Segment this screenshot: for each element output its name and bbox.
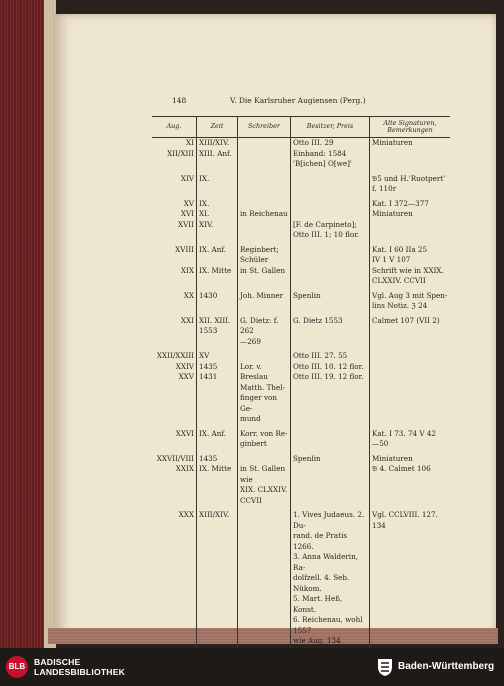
- blb-logo[interactable]: BLB: [6, 656, 28, 678]
- cell-schreiber: [238, 138, 291, 174]
- manuscript-table: [152, 116, 450, 648]
- cell-besitzer: Otto III. 27. 55 Otto III. 10. 12 flor. Otto III. 19. 12 flor.: [291, 351, 370, 429]
- blb-name-line2: LANDESBIBLIOTHEK: [34, 667, 126, 677]
- cell-zeit: 1435 IX. Mitte: [197, 454, 238, 511]
- cell-aug: XXVII/VIII XXIX: [152, 454, 197, 511]
- cell-besitzer: Otto III. 29 Einband: 1584 'B[ichen] O[we]': [291, 138, 370, 174]
- cell-signaturen: Kat. I 60 IIa 25 IV 1 V 107 Schrift wie in XXIX. CLXXIV. CCVII: [372, 244, 444, 285]
- cell-zeit: IX. Anf. IX. Mitte: [197, 245, 238, 291]
- cell-signaturen: Kat. I 73. 74 V 42 —50: [372, 428, 437, 448]
- cell-aug: XXVI: [152, 429, 197, 454]
- bw-name[interactable]: Baden-Württemberg: [398, 661, 495, 672]
- header-aug: Aug.: [152, 117, 197, 138]
- cell-besitzer: [291, 174, 370, 199]
- header-besitzer: Besitzer, Preis: [291, 117, 370, 138]
- cell-signaturen: [370, 351, 451, 429]
- cell-aug: XVIII XIX: [152, 245, 197, 291]
- table-row: [152, 138, 450, 174]
- header-zeit: Zeit: [197, 117, 238, 138]
- cell-zeit: XIII/XIV. XIII. Anf.: [197, 138, 238, 174]
- cell-schreiber: in St. Gallen wie XIX. CLXXIV. CCVII: [238, 454, 291, 511]
- header-signaturen: Alte Signaturen, Bemerkungen: [370, 117, 451, 138]
- cell-besitzer: [291, 245, 370, 291]
- running-title: V. Die Karlsruher Augiensen (Perg.): [230, 96, 366, 105]
- cell-zeit: XIII/XIV.: [197, 510, 238, 648]
- table-row: [152, 316, 450, 352]
- cell-schreiber: [238, 510, 291, 648]
- cell-zeit: 1430: [197, 291, 238, 316]
- cell-schreiber: Reginbert; Schüler in St. Gallen: [238, 245, 291, 291]
- cell-zeit: XV 1435 1431: [197, 351, 238, 429]
- cell-zeit: XII. XIII. 1553: [197, 316, 238, 352]
- blb-name[interactable]: [34, 657, 125, 677]
- cell-schreiber: in Reichenau: [238, 199, 291, 245]
- page-number: 148: [172, 96, 187, 105]
- cell-signaturen: Calmet 107 (VII 2): [372, 315, 440, 325]
- cell-signaturen: Miniaturen 𝔅 4. Calmet 106: [372, 453, 431, 473]
- cell-zeit: IX.: [197, 174, 238, 199]
- cell-aug: XIV: [152, 174, 197, 199]
- cell-besitzer: [291, 429, 370, 454]
- cell-zeit: IX. XI. XIV.: [197, 199, 238, 245]
- table-row: [152, 429, 450, 454]
- cell-schreiber: Lor. v. Breslau Matth. Thel- finger von Ge- mund: [238, 351, 291, 429]
- cell-aug: XXI: [152, 316, 197, 352]
- cell-signaturen: Vgl. CCLVIII. 127. 134: [372, 510, 438, 530]
- cell-aug: XXII/XXIII XXIV XXV: [152, 351, 197, 429]
- cell-schreiber: Korr. von Re- ginbert: [238, 429, 291, 454]
- cell-aug: XV XVI XVII: [152, 199, 197, 245]
- table-row: [152, 454, 450, 511]
- cell-besitzer: [F. de Carpineto]; Otto III. 1; 10 flor.: [291, 199, 370, 245]
- cell-schreiber: G. Dietz: f. 262 —269: [238, 316, 291, 352]
- cell-besitzer: Spenlin: [291, 291, 370, 316]
- table-row: [152, 351, 450, 429]
- cell-aug: XXX: [152, 510, 197, 648]
- cell-signaturen: 𝔅5 und H.'Ruotpert' f. 110r: [372, 173, 446, 193]
- header-schreiber: Schreiber: [238, 117, 291, 138]
- blb-name-line1: BADISCHE: [34, 657, 81, 667]
- table-row: [152, 291, 450, 316]
- table-row: [152, 245, 450, 291]
- cell-signaturen: Vgl. Aug 3 mit Spen- lins Notiz. ℨ 24: [372, 290, 448, 310]
- footer-bar: [0, 648, 504, 686]
- table-row: [152, 510, 450, 648]
- table-header-row: [152, 117, 450, 138]
- cell-schreiber: Joh. Minner: [238, 291, 291, 316]
- bw-coat-of-arms-icon: [376, 657, 394, 677]
- cell-besitzer: G. Dietz 1553: [291, 316, 370, 352]
- cell-signaturen: Kat. I 372—377 Miniaturen: [372, 198, 429, 218]
- cell-zeit: IX. Anf.: [197, 429, 238, 454]
- cell-signaturen: Miniaturen: [372, 138, 413, 147]
- cell-aug: XX: [152, 291, 197, 316]
- table-row: [152, 174, 450, 199]
- cell-besitzer: Spenlin: [291, 454, 370, 511]
- cell-schreiber: [238, 174, 291, 199]
- cell-besitzer: 1. Vives Judaeus. 2. Du- rand. de Pratis 1266. 3. Anna Walderin, Ra- dolfzell. 4. Seb. Nükom. 5. Mart. Heß, Konst. 6. Reichenau, wohl 1557 wie Aug. 134: [291, 510, 370, 648]
- cell-aug: XI XII/XIII: [152, 138, 197, 174]
- book-binding: [0, 0, 48, 648]
- table-row: [152, 199, 450, 245]
